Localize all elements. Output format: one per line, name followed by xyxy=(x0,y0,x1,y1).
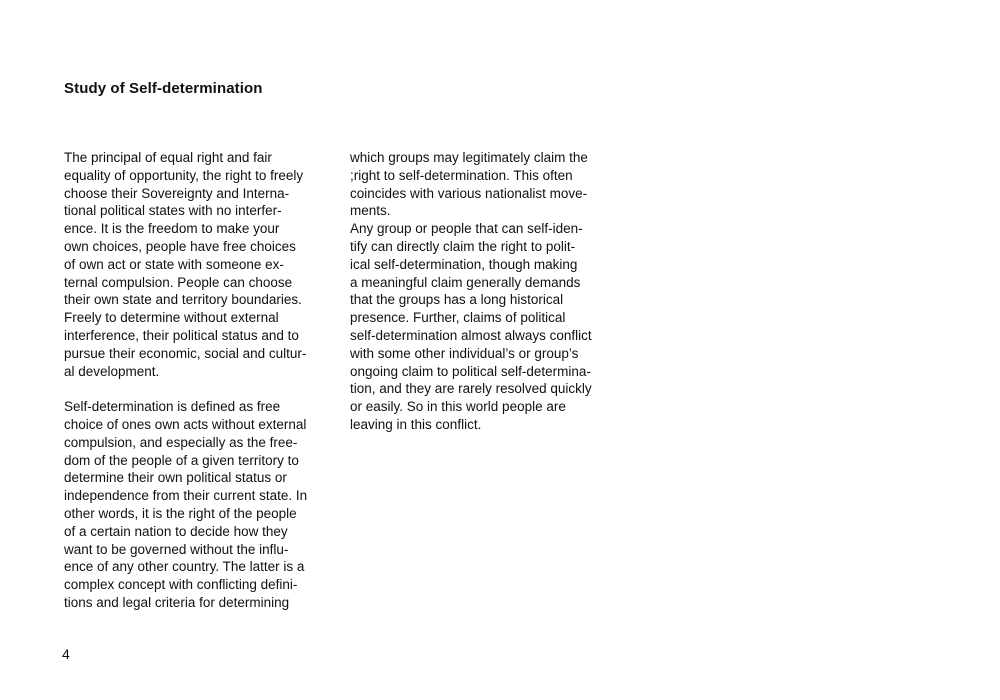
text-line: determine their own political status or xyxy=(64,470,287,486)
text-line: choose their Sovereignty and Interna- xyxy=(64,185,290,201)
text-line: complex concept with conflicting defini- xyxy=(64,577,298,593)
text-line: tify can directly claim the right to polit- xyxy=(350,238,576,254)
text-line: of own act or state with someone ex- xyxy=(64,256,284,272)
text-line: choice of ones own acts without external xyxy=(64,416,307,432)
text-line: compulsion, and especially as the free- xyxy=(64,434,298,450)
text-line: ence. It is the freedom to make your xyxy=(64,221,280,237)
text-line: with some other individual’s or group’s xyxy=(350,345,579,361)
text-line: a meaningful claim generally demands xyxy=(350,274,581,290)
right-paragraph-1 xyxy=(350,149,612,220)
text-line: presence. Further, claims of political xyxy=(350,310,566,326)
text-line: ments. xyxy=(350,203,391,219)
text-line: their own state and territory boundaries. xyxy=(64,292,302,308)
text-line: coincides with various nationalist move- xyxy=(350,185,588,201)
page-title: Study of Self-determination xyxy=(64,80,263,97)
text-line: The principal of equal right and fair xyxy=(64,150,272,165)
right-paragraph-2 xyxy=(350,220,612,434)
text-line: of a certain nation to decide how they xyxy=(64,523,288,539)
text-line: pursue their economic, social and cultur- xyxy=(64,345,307,361)
text-line: tional political states with no interfer- xyxy=(64,203,282,219)
text-line: ;right to self-determination. This often xyxy=(350,167,573,183)
text-line: al development. xyxy=(64,363,160,379)
text-line: ical self-determination, though making xyxy=(350,256,578,272)
text-line: tion, and they are rarely resolved quickly xyxy=(350,381,592,397)
text-line: independence from their current state. In xyxy=(64,488,308,504)
text-line: that the groups has a long historical xyxy=(350,292,564,308)
text-line: Any group or people that can self-iden- xyxy=(350,221,583,237)
text-line: or easily. So in this world people are xyxy=(350,399,566,415)
text-line: ongoing claim to political self-determina- xyxy=(350,363,591,379)
left-text-column xyxy=(64,149,334,612)
text-line: equality of opportunity, the right to freely xyxy=(64,167,304,183)
text-line: ternal compulsion. People can choose xyxy=(64,274,293,290)
text-line: which groups may legitimately claim the xyxy=(350,150,588,165)
paragraph-gap xyxy=(64,380,334,398)
text-line: self-determination almost always conflict xyxy=(350,327,592,343)
text-line: Self-determination is defined as free xyxy=(64,399,281,415)
left-paragraph-1 xyxy=(64,149,334,380)
text-line: own choices, people have free choices xyxy=(64,238,296,254)
text-line: ence of any other country. The latter is a xyxy=(64,559,305,575)
text-line: dom of the people of a given territory to xyxy=(64,452,299,468)
text-line: interference, their political status and to xyxy=(64,327,299,343)
text-line: tions and legal criteria for determining xyxy=(64,594,290,610)
text-line: other words, it is the right of the people xyxy=(64,505,297,521)
right-text-column xyxy=(350,149,612,434)
left-paragraph-2 xyxy=(64,398,334,612)
page-number: 4 xyxy=(62,646,70,662)
text-line: want to be governed without the influ- xyxy=(64,541,289,557)
text-line: leaving in this conflict. xyxy=(350,416,482,432)
text-line: Freely to determine without external xyxy=(64,310,279,326)
